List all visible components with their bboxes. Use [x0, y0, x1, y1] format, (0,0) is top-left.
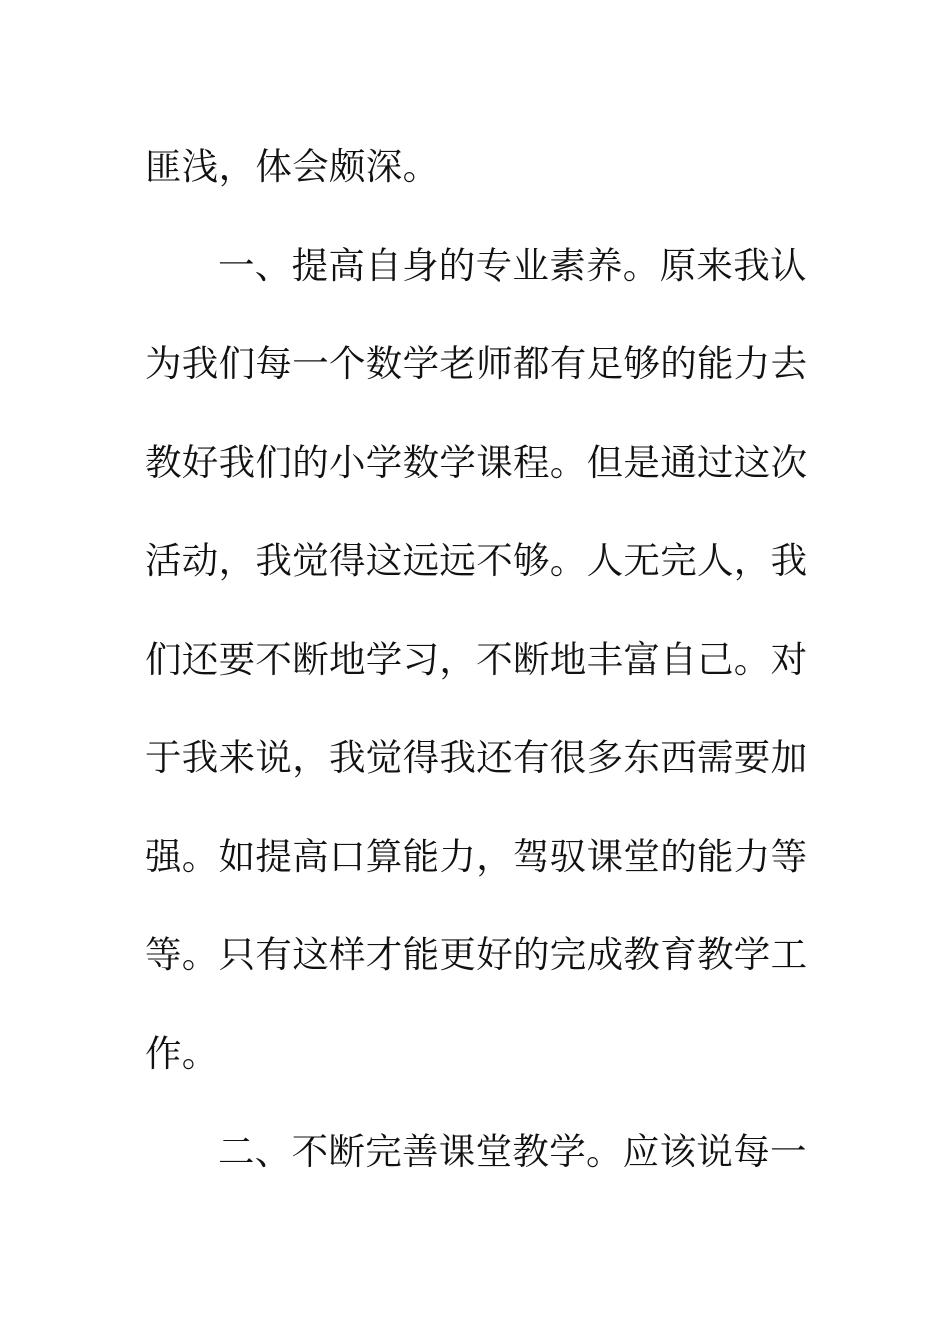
text-line: 匪浅，体会颇深。 [145, 145, 440, 188]
paragraph-first-line: 二、不断完善课堂教学。应该说每一 [218, 1130, 807, 1173]
text-line: 教好我们的小学数学课程。但是通过这次 [145, 440, 807, 484]
text-line: 为我们每一个数学老师都有足够的能力去 [145, 342, 807, 385]
text-line: 于我来说，我觉得我还有很多东西需要加 [145, 736, 807, 779]
text-line: 等。只有这样才能更好的完成教育教学工 [145, 933, 807, 976]
paragraph-first-line: 一、提高自身的专业素养。原来我认 [218, 243, 807, 287]
text-line: 活动，我觉得这远远不够。人无完人，我 [145, 539, 807, 582]
text-line: 作。 [145, 1031, 219, 1075]
text-line: 强。如提高口算能力，驾驭课堂的能力等 [145, 834, 807, 878]
body-text [145, 118, 807, 1202]
text-line: 们还要不断地学习，不断地丰富自己。对 [145, 637, 807, 681]
